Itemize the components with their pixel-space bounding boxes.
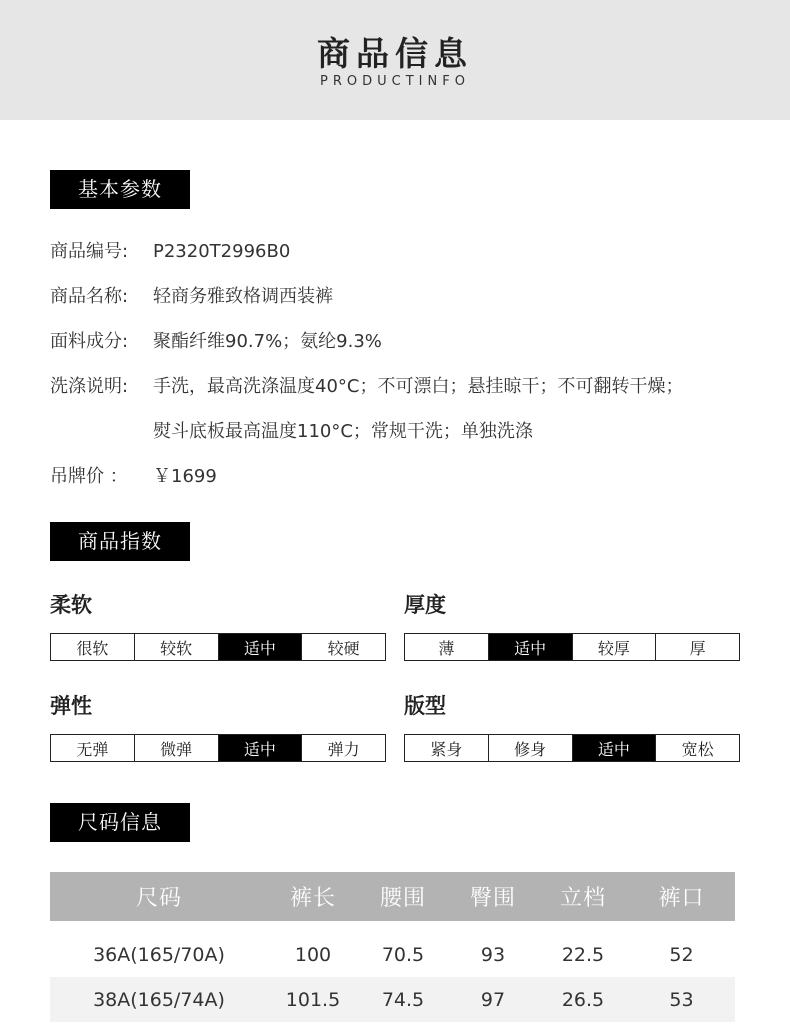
table-cell: 36A(165/70A) [93,943,225,966]
softness-option: 较硬 [301,634,385,660]
wash-line-1: 手洗，最高洗涤温度40°C；不可漂白；悬挂晾干；不可翻转干燥； [153,376,684,397]
table-cell: 74.5 [381,988,425,1011]
price-row [50,462,217,488]
price-label: 吊牌价 ： [50,466,128,487]
elasticity-option: 适中 [218,735,302,761]
table-cell: 26.5 [561,988,605,1011]
table-cell: 22.5 [561,943,605,966]
fit-title: 版型 [404,694,446,718]
table-cell: 93 [480,943,506,966]
table-cell: 97 [480,988,506,1011]
elasticity-scale [50,734,386,762]
section-tag-index: 商品指数 [50,522,190,561]
header-rise: 立档 [559,886,606,911]
header-length: 裤长 [289,886,336,911]
section-tag-basic: 基本参数 [50,170,190,209]
section-tag-size: 尺码信息 [50,803,190,842]
page-subtitle: PRODUCTINFO [320,74,470,89]
header-size: 尺码 [135,886,182,911]
product-code-label: 商品编号: [50,241,129,262]
wash-row [50,372,683,398]
fabric-row [50,327,382,353]
header-banner [0,0,790,120]
thickness-scale [404,633,740,661]
elasticity-option: 弹力 [301,735,385,761]
product-code-value: P2320T2996B0 [153,241,291,262]
table-cell: 101.5 [285,988,341,1011]
softness-scale [50,633,386,661]
header-leg-opening: 裤口 [658,886,705,911]
fit-option: 适中 [572,735,656,761]
thickness-option: 较厚 [572,634,656,660]
wash-label: 洗涤说明: [50,376,129,397]
size-table-header [50,872,735,921]
table-cell: 53 [669,988,694,1011]
softness-option: 较软 [134,634,218,660]
table-row [50,977,735,1022]
softness-title: 柔软 [50,593,92,617]
thickness-option: 适中 [488,634,572,660]
thickness-option: 薄 [438,638,455,658]
product-name-row [50,282,333,308]
table-cell: 38A(165/74A) [93,988,225,1011]
size-table [50,872,735,1022]
product-name-value: 轻商务雅致格调西装裤 [153,286,333,307]
softness-option: 适中 [218,634,302,660]
elasticity-option: 微弹 [134,735,218,761]
header-waist: 腰围 [379,886,426,911]
table-row [50,932,735,977]
thickness-option: 厚 [655,634,739,660]
table-cell: 52 [669,943,694,966]
table-cell: 100 [294,943,332,966]
fabric-label: 面料成分: [50,331,129,352]
header-hip: 臀围 [469,886,516,911]
fit-scale [404,734,740,762]
softness-option: 很软 [76,638,109,658]
elasticity-option: 无弹 [76,739,109,759]
fit-option: 修身 [488,735,572,761]
table-cell: 70.5 [381,943,425,966]
fit-option: 宽松 [655,735,739,761]
product-code-row [50,237,290,263]
thickness-title: 厚度 [404,593,446,617]
price-value: ￥1699 [153,466,217,487]
wash-line-2: 熨斗底板最高温度110°C；常规干洗；单独洗涤 [153,421,533,442]
fit-option: 紧身 [430,739,463,759]
product-name-label: 商品名称: [50,286,129,307]
fabric-value: 聚酯纤维90.7%；氨纶9.3% [153,331,382,352]
page-title: 商品信息 [317,34,473,73]
elasticity-title: 弹性 [50,694,92,718]
